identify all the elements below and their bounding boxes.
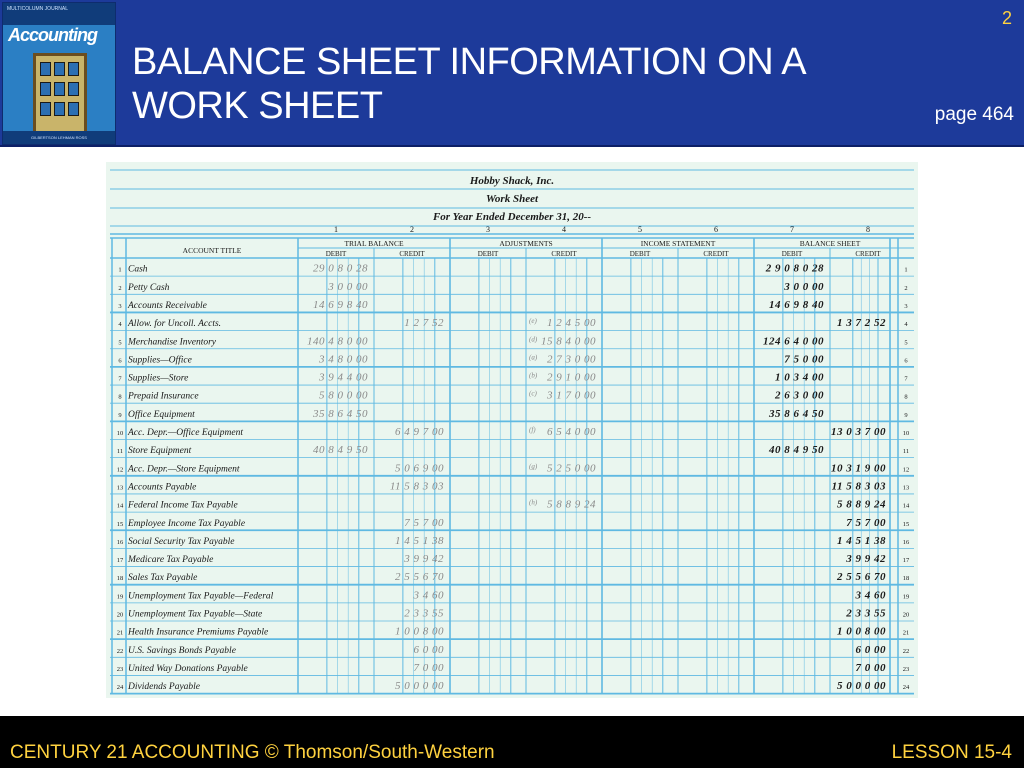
row-number-left: 10 [116,430,124,437]
row-number-right: 22 [902,647,910,655]
slide-footer [0,716,1024,768]
account-title: Sales Tax Payable [128,573,198,584]
row-number-left: 23 [116,665,124,673]
account-title-header: ACCOUNT TITLE [182,246,242,255]
cover-authors: GILBERTSON LEHMAN ROSS [3,131,115,144]
row-number-right: 10 [902,430,910,437]
row-number-left: 2 [118,284,122,292]
balance-sheet-debit: 14 6 9 8 40 [769,298,824,311]
cover-window [54,62,65,76]
balance-sheet-debit: 124 6 4 0 00 [763,335,824,348]
cover-window [54,82,65,96]
adjustment-credit: 5 2 5 0 00 [547,462,596,475]
column-subheader: CREDIT [399,250,425,258]
row-number-left: 14 [116,502,124,510]
balance-sheet-credit: 2 3 3 55 [846,607,886,620]
balance-sheet-credit: 10 3 1 9 00 [831,462,886,475]
trial-balance-credit: 5 0 0 0 00 [395,680,444,693]
balance-sheet-credit: 2 5 5 6 70 [837,571,886,584]
trial-balance-debit: 3 0 0 00 [328,280,368,293]
column-subheader: DEBIT [477,250,499,258]
adjustment-credit: 6 5 4 0 00 [547,426,596,438]
account-title: Unemployment Tax Payable—State [128,609,263,620]
adjustment-credit: 2 9 1 0 00 [547,371,596,384]
column-subheader: CREDIT [703,250,729,258]
column-subheader: DEBIT [325,250,347,258]
trial-balance-debit: 140 4 8 0 00 [307,335,368,348]
adjustment-credit: 1 2 4 5 00 [547,317,596,330]
row-number-left: 17 [116,557,124,565]
footer-course: CENTURY 21 ACCOUNTING © Thomson/South-Western [10,742,495,763]
row-number-right: 3 [904,302,908,310]
column-subheader: DEBIT [781,250,803,258]
balance-sheet-credit: 5 0 0 0 00 [837,680,886,693]
column-group-header: ADJUSTMENTS [499,239,553,248]
balance-sheet-debit: 40 8 4 9 50 [769,444,824,457]
row-number-left: 3 [118,302,122,310]
adjustment-label: (f) [529,426,536,434]
column-group-header: INCOME STATEMENT [640,239,716,248]
trial-balance-debit: 3 9 4 4 00 [319,371,368,384]
slide-number: 2 [1001,8,1012,28]
account-title: Dividends Payable [128,682,201,693]
column-subheader: DEBIT [629,250,651,258]
row-number-left: 11 [116,448,124,456]
trial-balance-credit: 3 9 9 42 [404,553,444,566]
trial-balance-credit: 1 2 7 52 [404,317,444,330]
account-title: Medicare Tax Payable [128,555,214,566]
account-title: Merchandise Inventory [128,337,217,348]
row-number-left: 24 [116,684,124,692]
cover-window [68,62,79,76]
trial-balance-credit: 2 5 5 6 70 [395,571,444,584]
balance-sheet-credit: 1 0 0 8 00 [837,625,886,638]
row-number-left: 1 [118,266,122,274]
row-number-left: 20 [116,611,124,619]
sheet-company-name: Hobby Shack, Inc. [469,175,555,187]
row-number-left: 5 [118,339,122,347]
account-title: Acc. Depr.—Store Equipment [128,464,240,475]
page-reference: page 464 [934,104,1014,125]
account-title: Employee Income Tax Payable [128,518,246,529]
trial-balance-debit: 5 8 0 0 00 [319,389,368,402]
row-number-right: 13 [902,484,910,492]
adjustment-label: (d) [529,335,538,344]
cover-window [40,62,51,76]
account-title: Acc. Depr.—Office Equipment [128,428,244,438]
trial-balance-credit: 7 5 7 00 [404,516,444,529]
balance-sheet-debit: 3 0 0 00 [784,280,824,293]
balance-sheet-debit: 7 5 0 00 [784,353,824,366]
row-number-right: 24 [902,684,910,692]
balance-sheet-credit: 7 5 7 00 [846,516,886,529]
account-title: Unemployment Tax Payable—Federal [128,591,274,602]
slide-title: BALANCE SHEET INFORMATION ON A WORK SHEET [132,41,804,127]
row-number-right: 5 [904,339,908,347]
account-title: U.S. Savings Bonds Payable [128,645,236,656]
row-number-right: 17 [902,557,910,565]
row-number-right: 2 [904,284,908,292]
cover-series-text: MULTICOLUMN JOURNAL [7,6,69,12]
balance-sheet-credit: 11 5 8 3 03 [831,480,886,493]
adjustment-label: (c) [529,389,537,398]
row-number-right: 8 [904,393,908,401]
row-number-right: 1 [904,266,908,274]
adjustment-label: (g) [529,462,538,471]
trial-balance-credit: 3 4 60 [413,589,444,602]
trial-balance-debit: 3 4 8 0 00 [319,353,368,366]
account-title: Social Security Tax Payable [128,536,235,547]
trial-balance-credit: 2 3 3 55 [404,607,444,620]
balance-sheet-credit: 6 0 00 [855,643,886,656]
row-number-right: 21 [902,629,910,637]
row-number-right: 20 [902,611,910,619]
account-title: Office Equipment [128,409,195,420]
row-number-left: 12 [116,466,124,474]
row-number-left: 19 [116,593,124,601]
row-number-left: 8 [118,393,122,401]
sheet-document-title: Work Sheet [485,193,539,205]
balance-sheet-credit: 3 9 9 42 [846,553,886,566]
balance-sheet-debit: 35 8 6 4 50 [769,407,824,420]
row-number-right: 23 [902,665,910,673]
column-number: 6 [714,225,718,234]
account-title: Accounts Payable [128,482,197,493]
row-number-right: 16 [902,538,910,546]
trial-balance-credit: 1 0 0 8 00 [395,625,444,638]
balance-sheet-credit: 1 4 5 1 38 [837,534,886,547]
column-number: 2 [410,225,414,234]
row-number-right: 6 [904,357,908,365]
adjustment-credit: 3 1 7 0 00 [547,389,596,402]
account-title: Prepaid Insurance [128,391,199,402]
column-number: 4 [562,225,566,234]
row-number-right: 12 [902,466,910,474]
trial-balance-debit: 14 6 9 8 40 [313,298,368,311]
balance-sheet-debit: 2 6 3 0 00 [775,389,824,402]
row-number-left: 9 [118,411,122,419]
balance-sheet-debit: 1 0 3 4 00 [775,371,824,384]
row-number-left: 16 [116,538,124,546]
column-group-header: BALANCE SHEET [799,239,861,248]
account-title: Federal Income Tax Payable [128,500,238,511]
balance-sheet-credit: 13 0 3 7 00 [831,426,886,438]
account-title: Store Equipment [128,446,192,457]
adjustment-credit: 5 8 8 9 24 [547,498,596,511]
row-number-left: 21 [116,629,124,637]
balance-sheet-credit: 3 4 60 [855,589,886,602]
row-number-right: 11 [902,448,910,456]
adjustment-label: (b) [529,371,538,380]
adjustment-credit: 2 7 3 0 00 [547,353,596,366]
row-number-right: 18 [902,575,910,583]
cover-window [68,102,79,116]
work-sheet-image [106,162,918,698]
account-title: Accounts Receivable [128,300,207,311]
column-subheader: CREDIT [855,250,881,258]
cover-window [68,82,79,96]
column-number: 1 [334,225,338,234]
footer-lesson: LESSON 15-4 [891,742,1012,763]
adjustment-label: (e) [529,317,537,326]
trial-balance-credit: 6 4 9 7 00 [395,426,444,438]
cover-logo: Accounting [8,25,97,45]
cover-window [40,82,51,96]
column-subheader: CREDIT [551,250,577,258]
trial-balance-credit: 1 4 5 1 38 [395,534,444,547]
balance-sheet-credit: 7 0 00 [855,661,886,674]
cover-door-illustration [33,53,87,134]
adjustment-credit: 15 8 4 0 00 [541,335,596,348]
row-number-left: 4 [118,321,122,329]
balance-sheet-credit: 5 8 8 9 24 [837,498,886,511]
sheet-period: For Year Ended December 31, 20-- [432,211,592,223]
row-number-left: 13 [116,484,124,492]
trial-balance-debit: 35 8 6 4 50 [313,407,368,420]
cover-window [40,102,51,116]
trial-balance-credit: 11 5 8 3 03 [389,480,444,493]
cover-window [54,102,65,116]
row-number-left: 15 [116,520,124,528]
row-number-left: 7 [118,375,122,383]
row-number-left: 22 [116,647,124,655]
balance-sheet-credit: 1 3 7 2 52 [837,317,886,330]
adjustment-label: (h) [529,498,538,507]
row-number-right: 14 [902,502,910,510]
row-number-right: 7 [904,375,908,383]
textbook-cover-image [2,2,116,145]
trial-balance-credit: 5 0 6 9 00 [395,462,444,475]
balance-sheet-debit: 2 9 0 8 0 28 [765,262,824,275]
account-title: Petty Cash [128,282,170,293]
account-title: Supplies—Store [128,373,189,384]
row-number-left: 18 [116,575,124,583]
trial-balance-debit: 40 8 4 9 50 [313,444,368,457]
trial-balance-credit: 6 0 00 [413,643,444,656]
slide-header [0,0,1024,147]
adjustment-label: (a) [529,353,538,362]
column-number: 7 [790,225,794,234]
trial-balance-credit: 7 0 00 [413,661,444,674]
column-number: 3 [486,225,490,234]
account-title: Supplies—Office [128,355,192,366]
row-number-right: 19 [902,593,910,601]
account-title: United Way Donations Payable [128,663,248,674]
column-number: 5 [638,225,642,234]
row-number-right: 9 [904,411,908,419]
column-group-header: TRIAL BALANCE [344,239,404,248]
account-title: Health Insurance Premiums Payable [128,627,269,638]
account-title: Allow. for Uncoll. Accts. [128,319,222,330]
row-number-right: 15 [902,520,910,528]
row-number-right: 4 [904,321,908,329]
trial-balance-debit: 29 0 8 0 28 [313,262,368,275]
row-number-left: 6 [118,357,122,365]
column-number: 8 [866,225,870,234]
account-title: Cash [128,264,148,275]
